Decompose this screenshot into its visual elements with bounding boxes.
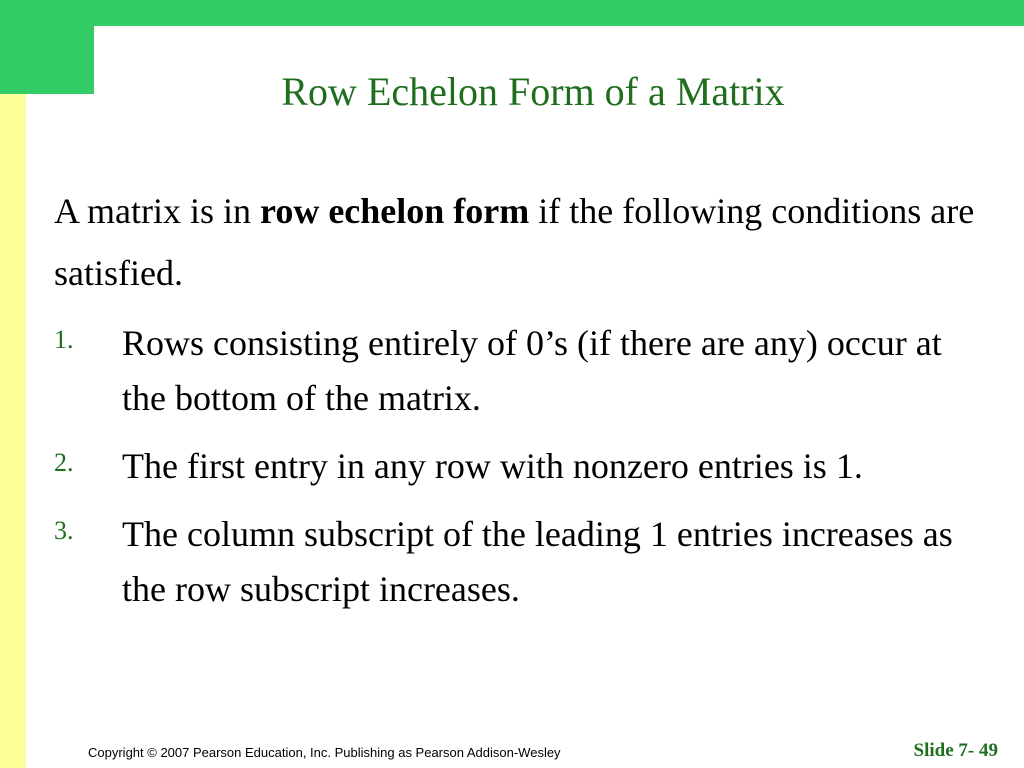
- slide-title: Row Echelon Form of a Matrix: [281, 69, 785, 114]
- condition-number: 1.: [54, 325, 74, 354]
- condition-text: Rows consisting entirely of 0’s (if there are any) occur at the bottom of the matrix.: [122, 323, 942, 418]
- condition-item-2: [0, 439, 1000, 494]
- condition-text: The first entry in any row with nonzero entries is 1.: [122, 446, 863, 486]
- condition-number: 3.: [54, 516, 74, 545]
- slide-number: Slide 7- 49: [913, 740, 998, 761]
- top-decorative-bar: [94, 0, 1024, 26]
- intro-paragraph: [54, 180, 994, 304]
- condition-text: The column subscript of the leading 1 entries increases as the row subscript increases.: [122, 514, 953, 609]
- corner-decorative-square: [0, 0, 94, 94]
- condition-item-3: [0, 507, 1000, 617]
- footer-copyright: Copyright © 2007 Pearson Education, Inc. Publishing as Pearson Addison-Wesley: [88, 745, 561, 760]
- intro-text-before: A matrix is in: [54, 191, 260, 231]
- condition-item-1: [0, 316, 1000, 426]
- condition-number: 2.: [54, 448, 74, 477]
- intro-bold-term: row echelon form: [260, 191, 530, 231]
- conditions-list: [0, 316, 1000, 630]
- intro-text-after: if the following conditions are satisfied.: [54, 191, 975, 293]
